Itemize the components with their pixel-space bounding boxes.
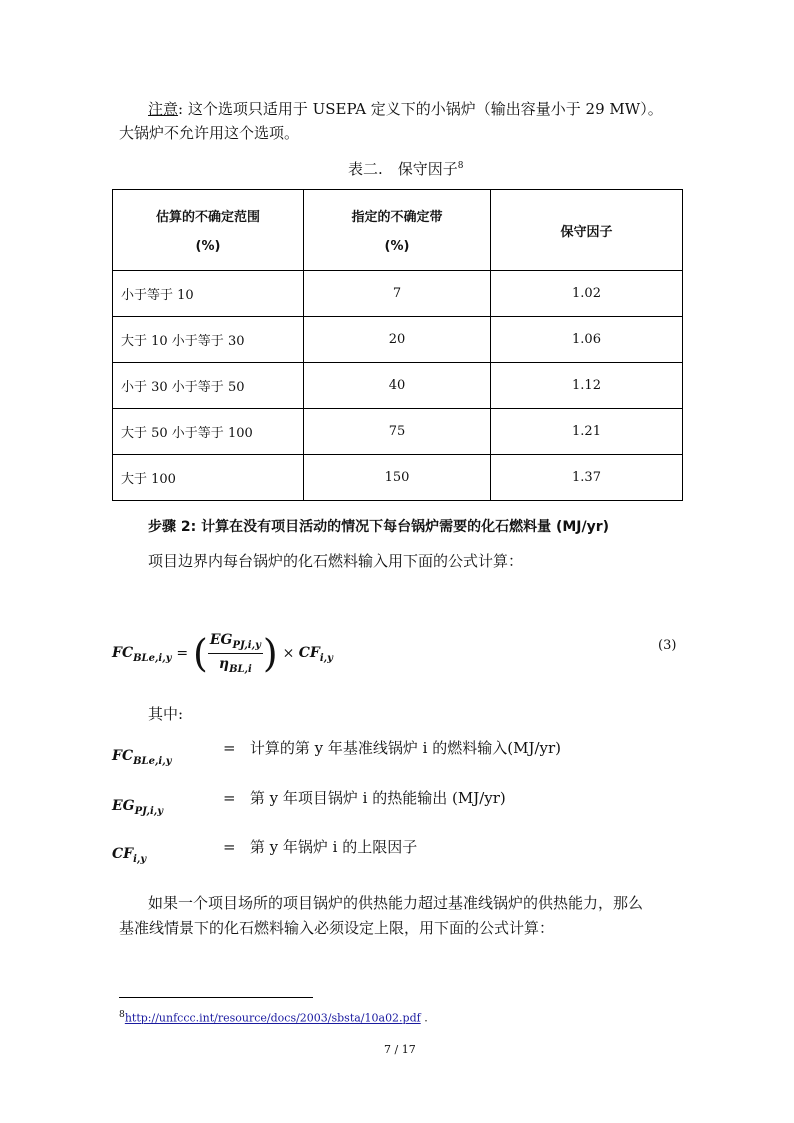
table-row	[113, 363, 683, 409]
eq-left-paren: (	[193, 631, 208, 676]
where-def-eg: = 第 y 年项目锅炉 i 的热能输出 (MJ/yr)	[223, 789, 506, 807]
table-cell: 1.21	[491, 409, 683, 455]
step2-intro: 项目边界内每台锅炉的化石燃料输入用下面的公式计算：	[148, 552, 524, 570]
table-cell: 75	[304, 409, 491, 455]
page-number: 7 / 17	[384, 1043, 416, 1056]
where-var-fc: $FC_{BLe,i,y}$	[112, 748, 172, 767]
footnote: $^8$http://unfccc.int/resource/docs/2003/sbsta/10a02.pdf .	[119, 1009, 428, 1025]
cap-paragraph-line-2: 基准线情景下的化石燃料输入必须设定上限，用下面的公式计算：	[119, 919, 555, 937]
table-cell: 1.02	[491, 271, 683, 317]
footnote-number: 8	[119, 1009, 125, 1020]
table-header-row	[113, 190, 683, 271]
where-var-cf: $CF_{i,y}$	[112, 846, 147, 865]
table-row	[113, 409, 683, 455]
where-label: 其中:	[148, 705, 184, 723]
eq-times: ×	[282, 645, 299, 662]
note-label: 注意	[148, 100, 179, 118]
eq-numerator: $EG_{PJ,i,y}$	[208, 632, 263, 654]
where-def-cf: = 第 y 年锅炉 i 的上限因子	[223, 838, 418, 856]
header-conservativeness-factor: 保守因子	[491, 190, 683, 271]
table-cell: 150	[304, 455, 491, 501]
table-row	[113, 317, 683, 363]
table-row	[113, 271, 683, 317]
table-cell: 大于 50 小于等于 100	[113, 409, 304, 455]
note-line-1	[148, 97, 688, 121]
eq-fraction	[208, 632, 263, 675]
footnote-link[interactable]: http://unfccc.int/resource/docs/2003/sbsta/10a02.pdf	[124, 1011, 421, 1025]
where-var-eg: $EG_{PJ,i,y}$	[112, 798, 164, 817]
footnote-separator	[119, 997, 313, 998]
equation-3	[112, 632, 333, 675]
table-caption-text: 表二. 保守因子	[348, 160, 458, 178]
equation-number: (3)	[658, 638, 677, 653]
step2-heading: 步骤 2: 计算在没有项目活动的情况下每台锅炉需要的化石燃料量 (MJ/yr)	[148, 519, 610, 535]
table-cell: 小于 30 小于等于 50	[113, 363, 304, 409]
header-estimated-uncertainty: 估算的不确定范围 (%)	[113, 190, 304, 271]
where-def-fc: = 计算的第 y 年基准线锅炉 i 的燃料输入(MJ/yr)	[223, 739, 562, 757]
eq-equals: =	[176, 645, 189, 662]
header-assigned-uncertainty-band: 指定的不确定带 (%)	[304, 190, 491, 271]
eq-cf: $CF_{i,y}$	[298, 645, 333, 665]
table-caption	[348, 158, 464, 179]
table-cell: 大于 10 小于等于 30	[113, 317, 304, 363]
eq-lhs: $FC_{BLe,i,y}$	[112, 645, 172, 665]
eq-denominator: $\eta_{BL,i}$	[218, 655, 252, 675]
conservativeness-factor-table	[112, 189, 683, 501]
cap-paragraph-line-1: 如果一个项目场所的项目锅炉的供热能力超过基准线锅炉的供热能力，那么	[148, 894, 644, 912]
table-cell: 7	[304, 271, 491, 317]
table-cell: 大于 100	[113, 455, 304, 501]
table-cell: 1.06	[491, 317, 683, 363]
table-cell: 1.37	[491, 455, 683, 501]
table-row	[113, 455, 683, 501]
table-cell: 小于等于 10	[113, 271, 304, 317]
table-caption-footnote-ref: 8	[457, 161, 464, 171]
table-cell: 1.12	[491, 363, 683, 409]
eq-right-paren: )	[262, 631, 278, 676]
table-cell: 20	[304, 317, 491, 363]
table-cell: 40	[304, 363, 491, 409]
note-text: : 这个选项只适用于 USEPA 定义下的小锅炉（输出容量小于 29 MW）。	[178, 100, 663, 118]
note-line-2: 大锅炉不允许用这个选项。	[119, 124, 300, 142]
